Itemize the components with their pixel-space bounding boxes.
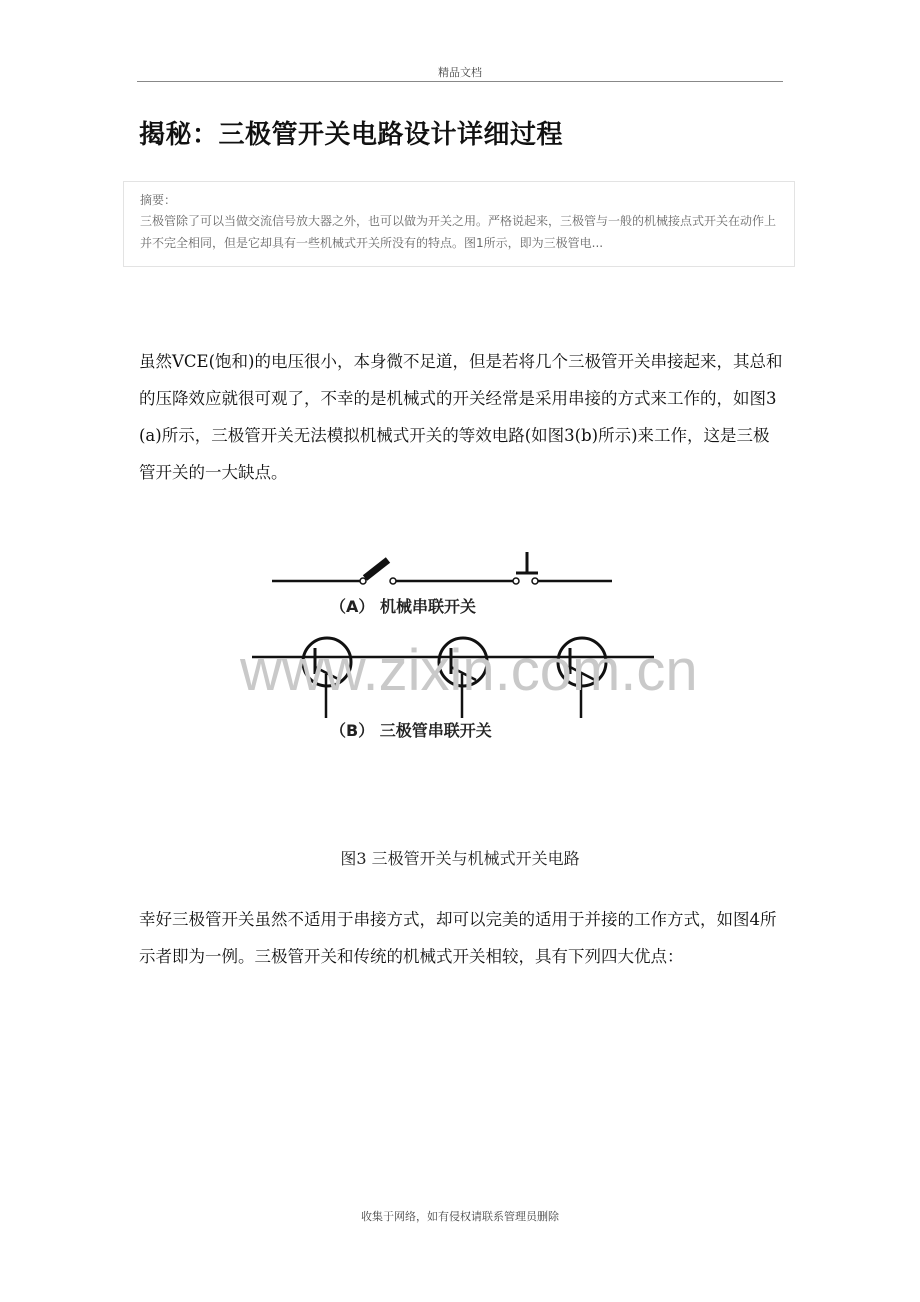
body-paragraph-1: 虽然VCE(饱和)的电压很小，本身微不足道，但是若将几个三极管开关串接起来，其总和的压降效应就很可观了，不幸的是机械式的开关经常是采用串接的方式来工作的，如图3(a)所示，三极管开关无法模拟机械式开关的等效电路(如图3(b)所示)来工作，这是三极管开关的一大缺点。	[139, 352, 783, 482]
figure-label-b: （B） 三极管串联开关	[330, 721, 492, 740]
abstract-text: 三极管除了可以当做交流信号放大器之外，也可以做为开关之用。严格说起来，三极管与一般的机械接点式开关在动作上并不完全相同，但是它却具有一些机械式开关所没有的特点。图1所示，即为三极管电...	[140, 214, 777, 250]
page-title: 揭秘：三极管开关电路设计详细过程	[139, 120, 564, 150]
body-paragraph-2: 幸好三极管开关虽然不适用于串接方式，却可以完美的适用于并接的工作方式，如图4所示者即为一例。三极管开关和传统的机械式开关相较，具有下列四大优点：	[139, 910, 777, 966]
page-footer: 收集于网络，如有侵权请联系管理员删除	[361, 1210, 559, 1223]
figure-label-a: （A） 机械串联开关	[330, 597, 476, 616]
page-header: 精品文档	[438, 66, 482, 79]
header-divider	[137, 81, 783, 82]
circuit-figure	[240, 540, 710, 750]
abstract-box	[123, 181, 795, 267]
watermark: www.zixin.com.cn	[240, 638, 698, 703]
abstract-label: 摘要：	[140, 193, 177, 207]
mechanical-switch-circuit	[272, 552, 612, 584]
figure-caption: 图3 三极管开关与机械式开关电路	[340, 849, 580, 868]
